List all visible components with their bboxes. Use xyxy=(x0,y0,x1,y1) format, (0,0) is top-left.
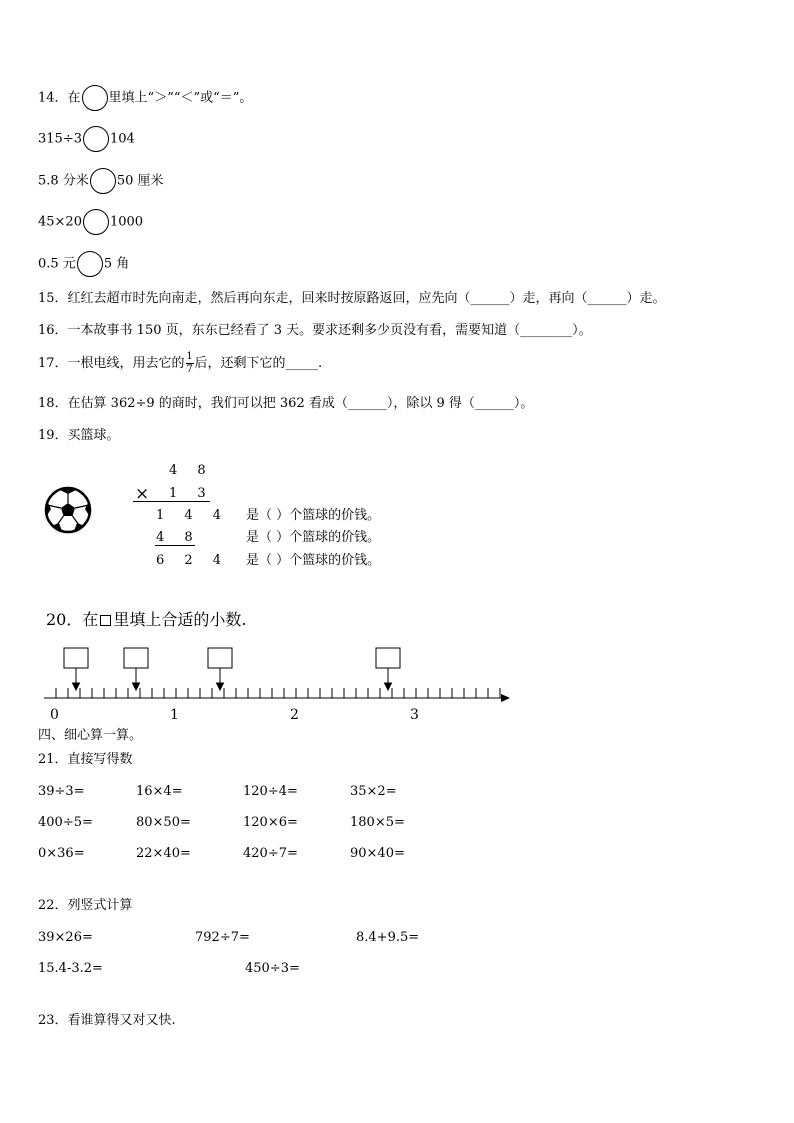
q20-title-pre: 20．在 xyxy=(46,610,99,629)
q21-cell: 80×50= xyxy=(136,815,191,830)
q17-pre: 17．一根电线，用去它的 xyxy=(38,356,185,371)
q23: 23．看谁算得又对又快. xyxy=(38,1013,176,1028)
q14-title-pre: 14．在 xyxy=(38,90,81,106)
q22-problem: 450÷3= xyxy=(245,961,300,976)
compare-circle[interactable] xyxy=(77,251,103,277)
soccer-ball-icon xyxy=(44,486,92,534)
q21-cell: 22×40= xyxy=(136,846,191,861)
number-line xyxy=(0,640,794,730)
q14-item-3 xyxy=(38,209,143,235)
q21-cell: 0×36= xyxy=(38,846,85,861)
q16: 16．一本故事书 150 页，东东已经看了 3 天。要求还剩多少页没有看，需要知道（________）。 xyxy=(38,323,592,338)
calc-line xyxy=(133,501,210,502)
multiplier: 1 3 xyxy=(169,486,214,501)
q14-item-2 xyxy=(38,168,164,194)
compare-right: 5 角 xyxy=(103,256,130,272)
q14-item-1 xyxy=(38,126,135,152)
q21-cell: 16×4= xyxy=(136,784,183,799)
compare-circle[interactable] xyxy=(90,168,116,194)
section-heading: 四、细心算一算。 xyxy=(38,728,143,743)
q21-cell: 420÷7= xyxy=(243,846,298,861)
compare-right: 104 xyxy=(109,131,135,147)
q21-cell: 39÷3= xyxy=(38,784,85,799)
fraction-denominator: 7 xyxy=(186,364,193,375)
q22-title: 22．列竖式计算 xyxy=(38,898,133,913)
compare-left: 5.8 分米 xyxy=(38,173,89,189)
compare-circle[interactable] xyxy=(83,126,109,152)
q14-item-4 xyxy=(38,251,129,277)
q20-title xyxy=(46,612,246,628)
q21-cell: 120×6= xyxy=(243,815,298,830)
axis-label-3: 3 xyxy=(410,707,419,723)
answer-box xyxy=(64,648,400,668)
q19-title: 19．买篮球。 xyxy=(38,428,120,443)
axis-label-0: 0 xyxy=(50,707,59,723)
partial-product-2: 4 8 xyxy=(156,530,201,545)
square-icon xyxy=(100,615,111,626)
compare-left: 45×20 xyxy=(38,214,82,230)
axis-arrowhead xyxy=(501,694,510,702)
times-sign: × xyxy=(135,484,150,504)
axis-label-1: 1 xyxy=(170,707,179,723)
q17-post: 后，还剩下它的_____. xyxy=(194,356,323,371)
q21-cell: 90×40= xyxy=(350,846,405,861)
tick-marks xyxy=(56,688,500,698)
calc-line xyxy=(155,545,195,546)
fraction xyxy=(186,352,194,375)
q14-title xyxy=(38,85,252,111)
q22-problem: 39×26= xyxy=(38,930,93,945)
q18: 18．在估算 362÷9 的商时，我们可以把 362 看成（______），除以 9 得（______）。 xyxy=(38,396,534,411)
compare-right: 50 厘米 xyxy=(116,173,164,189)
q21-cell: 120÷4= xyxy=(243,784,298,799)
basketball-note-2: 是（ ）个篮球的价钱。 xyxy=(246,530,381,545)
q22-problem: 15.4-3.2= xyxy=(38,961,103,976)
q21-cell: 35×2= xyxy=(350,784,397,799)
product-result: 6 2 4 xyxy=(156,553,230,568)
q15: 15．红红去超市时先向南走，然后再向东走，回来时按原路返回，应先向（______）走，再向（______）走。 xyxy=(38,291,666,306)
basketball-note-3: 是（ ）个篮球的价钱。 xyxy=(246,553,381,568)
q20-title-post: 里填上合适的小数. xyxy=(113,610,247,629)
fraction-numerator: 1 xyxy=(186,351,193,362)
answer-circle[interactable] xyxy=(82,85,108,111)
pointer-arrow xyxy=(73,668,392,690)
compare-left: 315÷3 xyxy=(38,131,82,147)
axis-label-2: 2 xyxy=(290,707,299,723)
q22-problem: 8.4+9.5= xyxy=(356,930,420,945)
partial-product-1: 1 4 4 xyxy=(156,508,230,523)
q17 xyxy=(38,352,322,375)
q21-cell: 180×5= xyxy=(350,815,405,830)
multiplicand: 4 8 xyxy=(169,463,214,478)
q21-title: 21．直接写得数 xyxy=(38,752,133,767)
q14-title-post: 里填上“＞”“＜”或“＝”。 xyxy=(108,90,253,106)
q22-problem: 792÷7= xyxy=(195,930,250,945)
compare-left: 0.5 元 xyxy=(38,256,76,272)
basketball-note-1: 是（ ）个篮球的价钱。 xyxy=(246,508,381,523)
compare-right: 1000 xyxy=(109,214,144,230)
compare-circle[interactable] xyxy=(83,209,109,235)
q21-cell: 400÷5= xyxy=(38,815,93,830)
